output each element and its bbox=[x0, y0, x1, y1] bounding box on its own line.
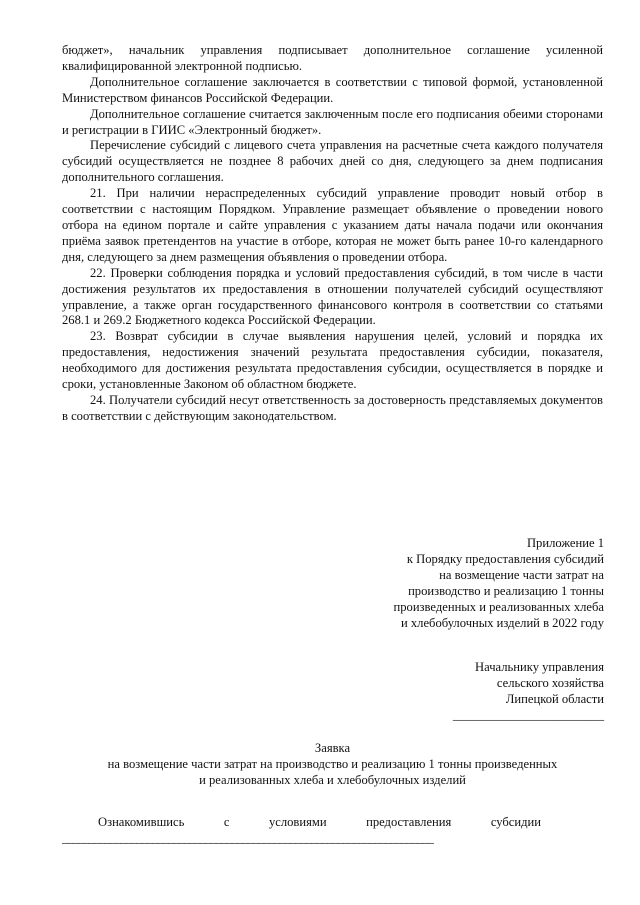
paragraph-23: 23. Возврат субсидии в случае выявления нарушения целей, условий и порядка их предоставления, недостижения значений результата предоставления субсидии, показателя, необходимого для достижения результата предоставления субсидии, осуществляется в порядке и сроки, установленные Законом об областном бюджете. bbox=[62, 329, 603, 392]
paragraph-24: 24. Получатели субсидий несут ответственность за достоверность представляемых документов в соответствии с действующим законодательством. bbox=[62, 392, 603, 423]
acquaint-word: Ознакомившись bbox=[98, 815, 185, 829]
paragraph-continuation: бюджет», начальник управления подписывает дополнительное соглашение усиленной квалифицированной электронной подписью. bbox=[62, 43, 603, 73]
acquaint-word: субсидии bbox=[490, 815, 541, 829]
appendix-line: к Порядку предоставления субсидий bbox=[406, 551, 604, 566]
acquaint-row bbox=[62, 815, 603, 831]
addressee-block bbox=[384, 660, 604, 724]
application-title: Заявка bbox=[314, 741, 351, 755]
fill-in-underline: ______________________________________________________________________ bbox=[62, 830, 433, 845]
addressee-line: Начальнику управления bbox=[475, 660, 604, 674]
paragraph-transfer: Перечисление субсидий с лицевого счета управления на расчетные счета каждого получателя субсидий осуществляется не позднее 8 рабочих дней со дня, следующего за днем подписания дополнительного соглашения. bbox=[62, 138, 603, 185]
addressee-line: Липецкой области bbox=[505, 691, 604, 706]
appendix-line: произведенных и реализованных хлеба bbox=[393, 599, 604, 614]
application-title-block bbox=[40, 741, 625, 789]
paragraph-22: 22. Проверки соблюдения порядка и условий предоставления субсидий, в том числе в части достижения результатов их предоставления в отношении получателей субсидий осуществляют управление, а также орган государственного финансового контроля в соответствии со статьями 268.1 и 269.2 Бюджетного кодекса Российской Федерации. bbox=[62, 265, 603, 328]
document-body bbox=[62, 43, 603, 425]
appendix-line: и хлебобулочных изделий в 2022 году bbox=[401, 615, 604, 630]
application-subtitle-line: и реализованных хлеба и хлебобулочных изделий bbox=[199, 772, 466, 787]
acquaint-block bbox=[62, 815, 603, 847]
application-subtitle-line: на возмещение части затрат на производство и реализацию 1 тонны произведенных bbox=[107, 756, 558, 771]
addressee-line: сельского хозяйства bbox=[496, 675, 604, 690]
appendix-heading bbox=[304, 536, 604, 631]
signature-line: ________________________ bbox=[452, 707, 604, 722]
appendix-line: производство и реализацию 1 тонны bbox=[408, 583, 604, 598]
paragraph-agreement-signed: Дополнительное соглашение считается заключенным после его подписания обеими сторонами и регистрации в ГИИС «Электронный бюджет». bbox=[62, 106, 603, 137]
acquaint-word: условиями bbox=[268, 815, 327, 829]
appendix-line: Приложение 1 bbox=[526, 536, 604, 550]
paragraph-21: 21. При наличии нераспределенных субсидий управление проводит новый отбор в соответствии с настоящим Порядком. Управление размещает объявление о проведении нового отбора на едином портале и сайте управления с указанием даты начала подачи или окончания приёма заявок претендентов на участие в отборе, которая не может быть ранее 10-го календарного дня, следующего за днем размещения объявления о проведении отбора. bbox=[62, 186, 603, 264]
appendix-line: на возмещение части затрат на bbox=[439, 567, 604, 582]
acquaint-word: с bbox=[223, 815, 230, 829]
paragraph-agreement-form: Дополнительное соглашение заключается в соответствии с типовой формой, установленной Министерством финансов Российской Федерации. bbox=[62, 74, 603, 105]
acquaint-word: предоставления bbox=[366, 815, 452, 829]
